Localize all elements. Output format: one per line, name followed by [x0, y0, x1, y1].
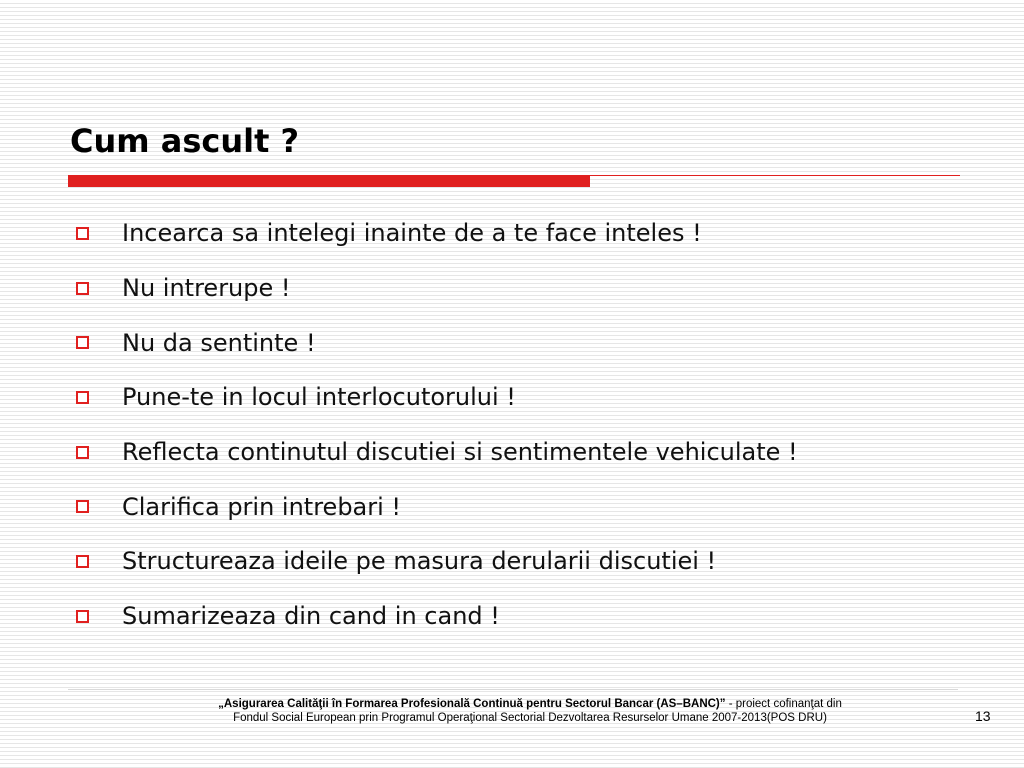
bullet-item: [76, 206, 996, 261]
bullet-text: Nu intrerupe !: [122, 274, 291, 303]
bullet-text: Pune-te in locul interlocutorului !: [122, 383, 516, 412]
bullet-item: [76, 534, 996, 589]
bullet-text: Structureaza ideile pe masura derularii discutiei !: [122, 547, 717, 576]
page-number: 13: [975, 708, 991, 724]
bullet-text: Reflecta continutul discutiei si sentimentele vehiculate !: [122, 438, 798, 467]
bullet-item: [76, 479, 996, 534]
bullet-text: Incearca sa intelegi inainte de a te face inteles !: [122, 219, 702, 248]
bullet-text: Nu da sentinte !: [122, 328, 316, 357]
bullet-item: [76, 261, 996, 316]
bullet-item: [76, 589, 996, 644]
hollow-square-icon: [76, 391, 89, 404]
footer-project-note: - proiect cofinanţat din: [725, 698, 842, 710]
bullet-item: [76, 425, 996, 480]
bullet-list: [76, 206, 996, 644]
bullet-item: [76, 370, 996, 425]
bullet-text: Sumarizeaza din cand in cand !: [122, 602, 500, 631]
footer-text: [100, 697, 960, 725]
hollow-square-icon: [76, 500, 89, 513]
footer-funding-line: Fondul Social European prin Programul Operaţional Sectorial Dezvoltarea Resurselor Umane 2007-2013(POS DRU): [233, 712, 827, 724]
hollow-square-icon: [76, 610, 89, 623]
hollow-square-icon: [76, 555, 89, 568]
title-underline: [68, 175, 960, 187]
slide-title: Cum ascult ?: [70, 122, 300, 160]
hollow-square-icon: [76, 446, 89, 459]
bullet-text: Clarifica prin intrebari !: [122, 492, 402, 521]
footer-divider: [68, 689, 958, 690]
title-underline-thick: [68, 175, 590, 187]
bullet-item: [76, 315, 996, 370]
footer-project-title: „Asigurarea Calităţii în Formarea Profesională Continuă pentru Sectorul Bancar (AS–BANC)”: [218, 698, 726, 710]
hollow-square-icon: [76, 227, 89, 240]
hollow-square-icon: [76, 336, 89, 349]
title-underline-thin: [590, 175, 960, 176]
hollow-square-icon: [76, 282, 89, 295]
